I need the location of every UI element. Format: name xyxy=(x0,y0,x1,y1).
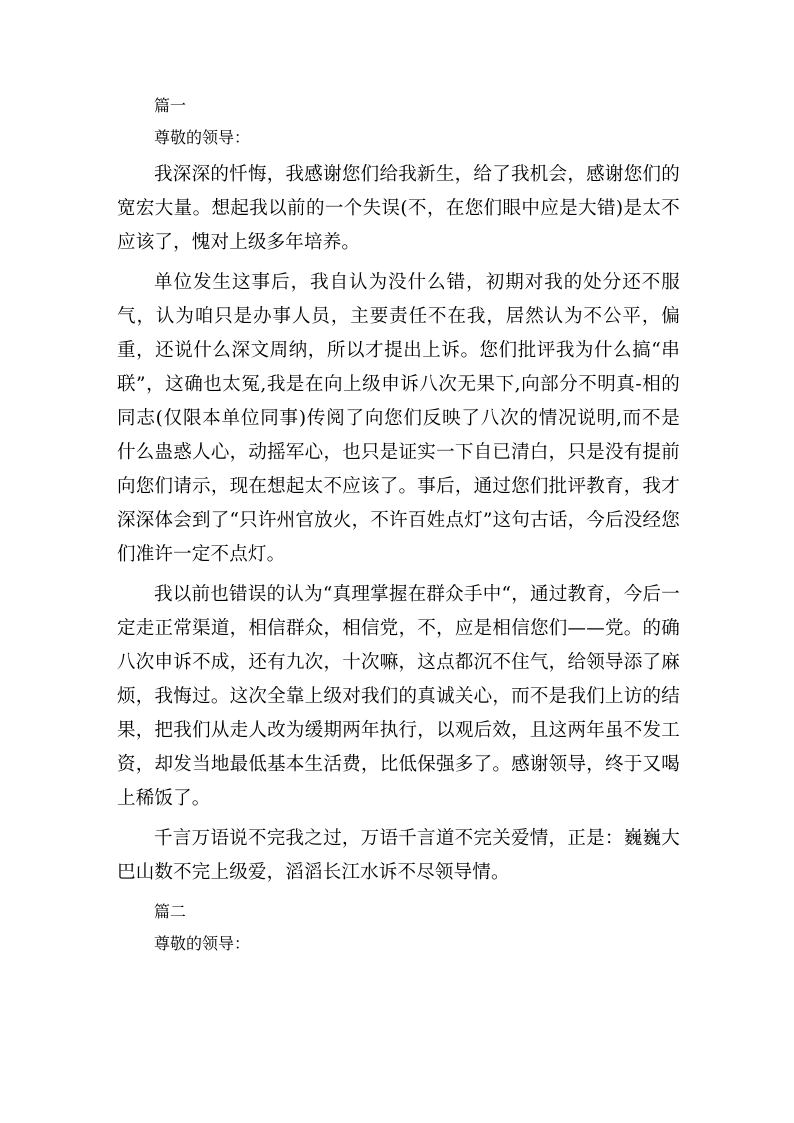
document-page xyxy=(117,90,680,964)
paragraph-2: 单位发生这事后，我自认为没什么错，初期对我的处分还不服气，认为咱只是办事人员，主要责任不在我，居然认为不公平，偏重，还说什么深文周纳，所以才提出上诉。您们批评我为什么搞“串联”，这确也太冤,我是在向上级申诉八次无果下,向部分不明真-相的同志(仅限本单位同事)传阅了向您们反映了八次的情况说明,而不是什么蛊惑人心，动摇军心，也只是证实一下自已清白，只是没有提前向您们请示，现在想起太不应该了。事后，通过您们批评教育，我才深深体会到了“只许州官放火，不许百姓点灯”这句古话，今后没经您们准许一定不点灯。 xyxy=(117,272,680,565)
paragraph-1: 我深深的忏悔，我感谢您们给我新生，给了我机会，感谢您们的宽宏大量。想起我以前的一个失误(不，在您们眼中应是大错)是太不应该了，愧对上级多年培养。 xyxy=(117,164,680,253)
section-1 xyxy=(117,90,680,890)
section-title: 篇一 xyxy=(154,96,187,115)
section-title: 篇二 xyxy=(154,902,187,921)
section-2 xyxy=(117,896,680,960)
salutation: 尊敬的领导： xyxy=(154,128,251,147)
salutation: 尊敬的领导： xyxy=(154,934,251,953)
paragraph-3: 我以前也错误的认为“真理掌握在群众手中“，通过教育，今后一定走正常渠道，相信群众，相信党，不，应是相信您们——党。的确八次申诉不成，还有九次，十次嘛，这点都沉不住气，给领导添了麻烦，我悔过。这次全靠上级对我们的真诚关心，而不是我们上访的结果，把我们从走人改为缓期两年执行，以观后效，且这两年虽不发工资，却发当地最低基本生活费，比低保强多了。感谢领导，终于又喝上稀饭了。 xyxy=(117,584,680,809)
paragraph-4: 千言万语说不完我之过，万语千言道不完关爱情，正是：巍巍大巴山数不完上级爱，滔滔长江水诉不尽领导情。 xyxy=(117,828,680,883)
